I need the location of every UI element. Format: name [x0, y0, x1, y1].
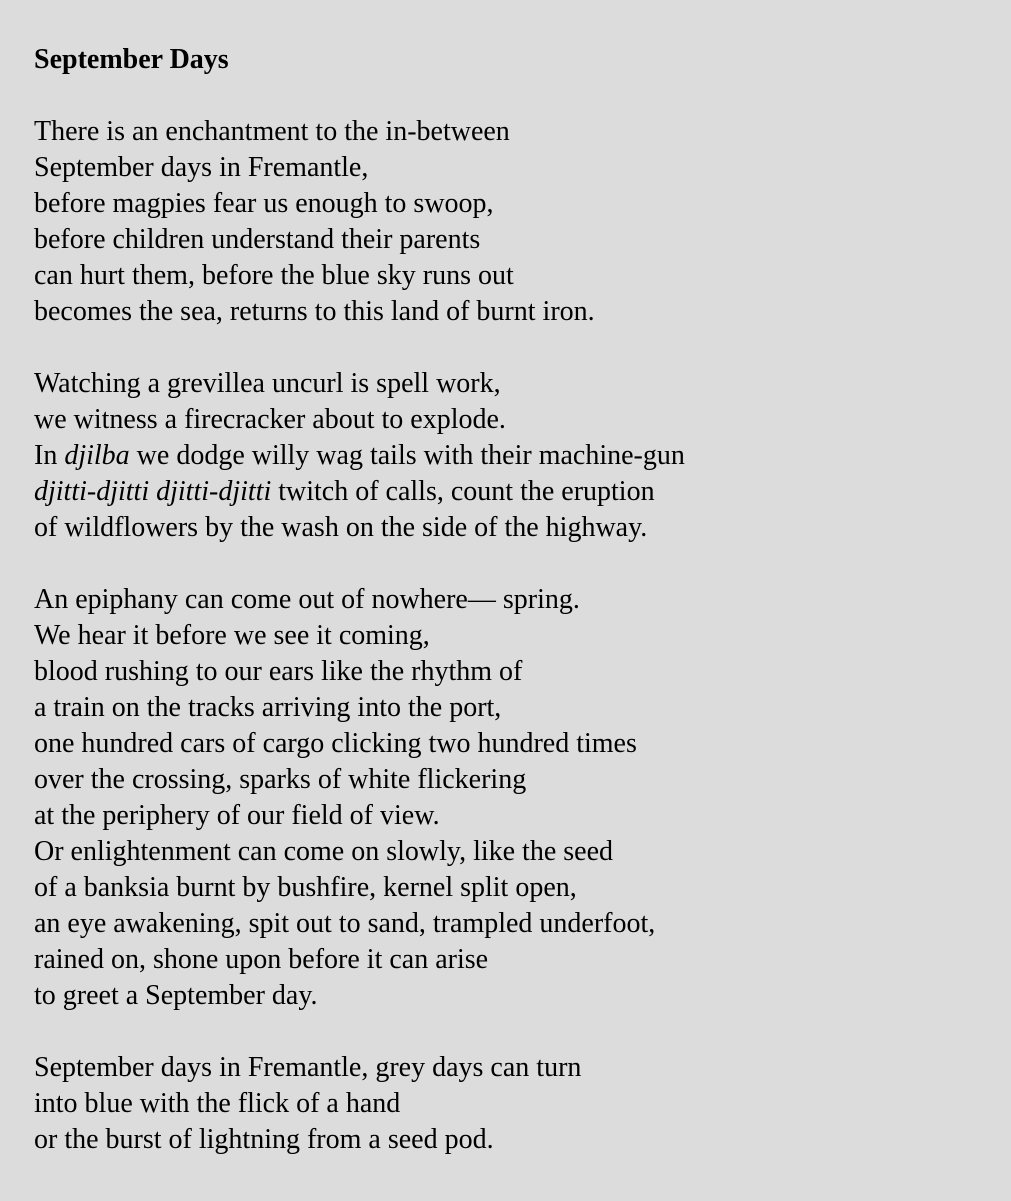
- poem-line: before children understand their parents: [34, 224, 481, 255]
- poem-line: rained on, shone upon before it can arise: [34, 944, 489, 975]
- poem-line: of a banksia burnt by bushfire, kernel split open,: [34, 872, 577, 903]
- stanza-1: [34, 114, 1011, 330]
- poem-line: Watching a grevillea uncurl is spell work,: [34, 368, 501, 399]
- poem-line: can hurt them, before the blue sky runs out: [34, 260, 514, 291]
- line-text: In: [34, 440, 65, 471]
- poem-line: There is an enchantment to the in-between: [34, 116, 510, 147]
- poem-line: into blue with the flick of a hand: [34, 1088, 401, 1119]
- poem-line: to greet a September day.: [34, 980, 318, 1011]
- poem-line: September days in Fremantle, grey days can turn: [34, 1052, 582, 1083]
- poem-line: An epiphany can come out of nowhere— spring.: [34, 584, 580, 615]
- stanza-3: [34, 582, 1011, 1014]
- poem-line: we witness a firecracker about to explode.: [34, 404, 506, 435]
- poem-line-mixed: [34, 438, 1011, 474]
- poem-line: becomes the sea, returns to this land of burnt iron.: [34, 296, 595, 327]
- poem-line: blood rushing to our ears like the rhythm of: [34, 656, 523, 687]
- poem-line-mixed: [34, 474, 1011, 510]
- italic-word: djilba: [64, 440, 130, 471]
- poem-line: over the crossing, sparks of white flickering: [34, 764, 527, 795]
- stanza-4: [34, 1050, 1011, 1158]
- poem-line: at the periphery of our field of view.: [34, 800, 440, 831]
- poem-line: one hundred cars of cargo clicking two hundred times: [34, 728, 637, 759]
- poem-line: September days in Fremantle,: [34, 152, 369, 183]
- poem-line: an eye awakening, spit out to sand, trampled underfoot,: [34, 908, 656, 939]
- poem-line: of wildflowers by the wash on the side of the highway.: [34, 512, 648, 543]
- poem-line: We hear it before we see it coming,: [34, 620, 430, 651]
- poem-line: before magpies fear us enough to swoop,: [34, 188, 494, 219]
- stanza-2: [34, 366, 1011, 546]
- line-text: twitch of calls, count the eruption: [271, 476, 655, 507]
- italic-phrase: djitti-djitti djitti-djitti: [34, 476, 272, 507]
- line-text: we dodge willy wag tails with their machine-gun: [129, 440, 685, 471]
- poem-line: or the burst of lightning from a seed pod.: [34, 1124, 494, 1155]
- poem-line: a train on the tracks arriving into the port,: [34, 692, 502, 723]
- poem-line: Or enlightenment can come on slowly, like the seed: [34, 836, 614, 867]
- poem-title: September Days: [34, 44, 229, 75]
